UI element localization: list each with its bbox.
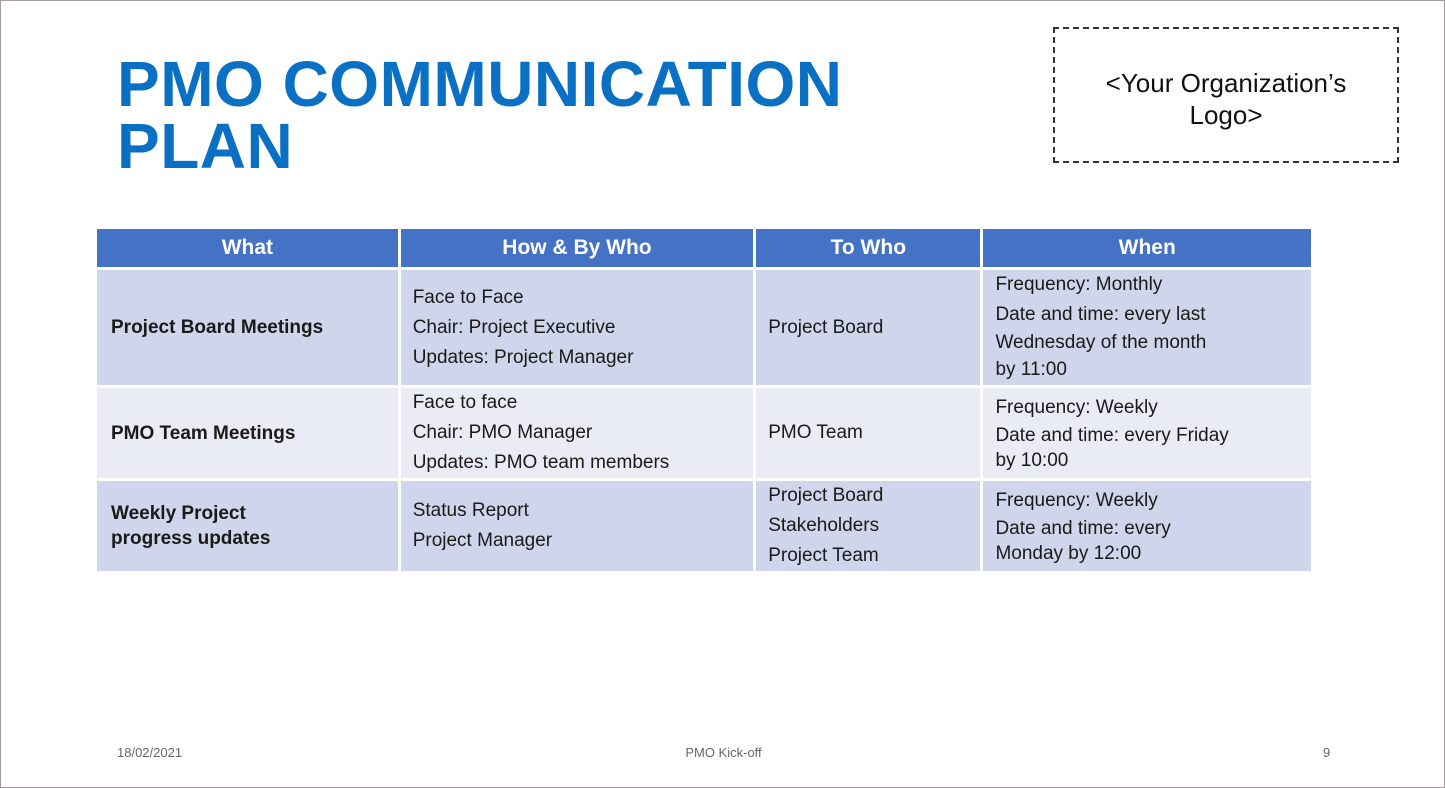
cell-when	[983, 388, 1311, 478]
cell-line: Frequency: Weekly	[995, 397, 1158, 418]
header-how-by-who: How & By Who	[401, 229, 754, 267]
cell-to	[756, 481, 980, 571]
cell-line: Chair: PMO Manager	[412, 422, 593, 443]
cell-when	[983, 270, 1311, 385]
table-row	[97, 388, 1311, 478]
cell-how	[401, 388, 754, 478]
cell-when	[983, 481, 1311, 571]
cell-line: Frequency: Monthly	[995, 274, 1163, 295]
cell-how	[401, 481, 754, 571]
title-line-1: PMO COMMUNICATION	[117, 48, 843, 120]
cell-line: Date and time: every	[995, 518, 1171, 539]
footer-date: 18/02/2021	[117, 745, 183, 760]
cell-line: Stakeholders	[768, 515, 880, 536]
communication-plan-table	[94, 226, 1314, 574]
cell-line: Chair: Project Executive	[412, 316, 616, 338]
cell-line: by 11:00	[995, 359, 1067, 380]
footer-title: PMO Kick-off	[685, 745, 762, 760]
logo-placeholder-line-1: <Your Organization’s	[1105, 68, 1347, 98]
cell-line: Date and time: every last	[995, 304, 1206, 325]
slide-title	[117, 48, 843, 182]
cell-what	[97, 481, 398, 571]
cell-line: Updates: PMO team members	[412, 452, 670, 473]
cell-line: PMO Team Meetings	[111, 422, 296, 444]
cell-line: Status Report	[412, 500, 529, 521]
logo-placeholder	[1053, 27, 1399, 163]
cell-to	[756, 270, 980, 385]
cell-line: Date and time: every Friday	[995, 425, 1229, 446]
cell-line: Face to Face	[412, 286, 524, 308]
header-what: What	[97, 229, 398, 267]
title-line-2: PLAN	[117, 110, 294, 182]
cell-how	[401, 270, 754, 385]
footer-page-number: 9	[1323, 745, 1331, 760]
cell-line: Wednesday of the month	[995, 332, 1207, 353]
cell-line: by 10:00	[995, 450, 1069, 471]
cell-line: Frequency: Weekly	[995, 490, 1158, 511]
cell-line: PMO Team	[768, 422, 863, 443]
header-when: When	[983, 229, 1311, 267]
header-to-who: To Who	[756, 229, 980, 267]
table-row	[97, 270, 1311, 385]
table-header-row	[97, 229, 1311, 267]
cell-line: Project Manager	[412, 530, 553, 551]
cell-line: Face to face	[412, 392, 518, 413]
logo-placeholder-line-2: Logo>	[1189, 100, 1263, 130]
cell-to	[756, 388, 980, 478]
cell-what	[97, 270, 398, 385]
cell-line: Project Board Meetings	[111, 317, 324, 338]
cell-line: Project Board	[768, 316, 884, 338]
cell-what	[97, 388, 398, 478]
cell-line: progress updates	[111, 528, 271, 549]
table-row	[97, 481, 1311, 571]
cell-line: Monday by 12:00	[995, 543, 1142, 564]
cell-line: Weekly Project	[111, 503, 246, 524]
cell-line: Project Board	[768, 485, 884, 506]
cell-line: Project Team	[768, 545, 879, 566]
cell-line: Updates: Project Manager	[412, 346, 634, 368]
